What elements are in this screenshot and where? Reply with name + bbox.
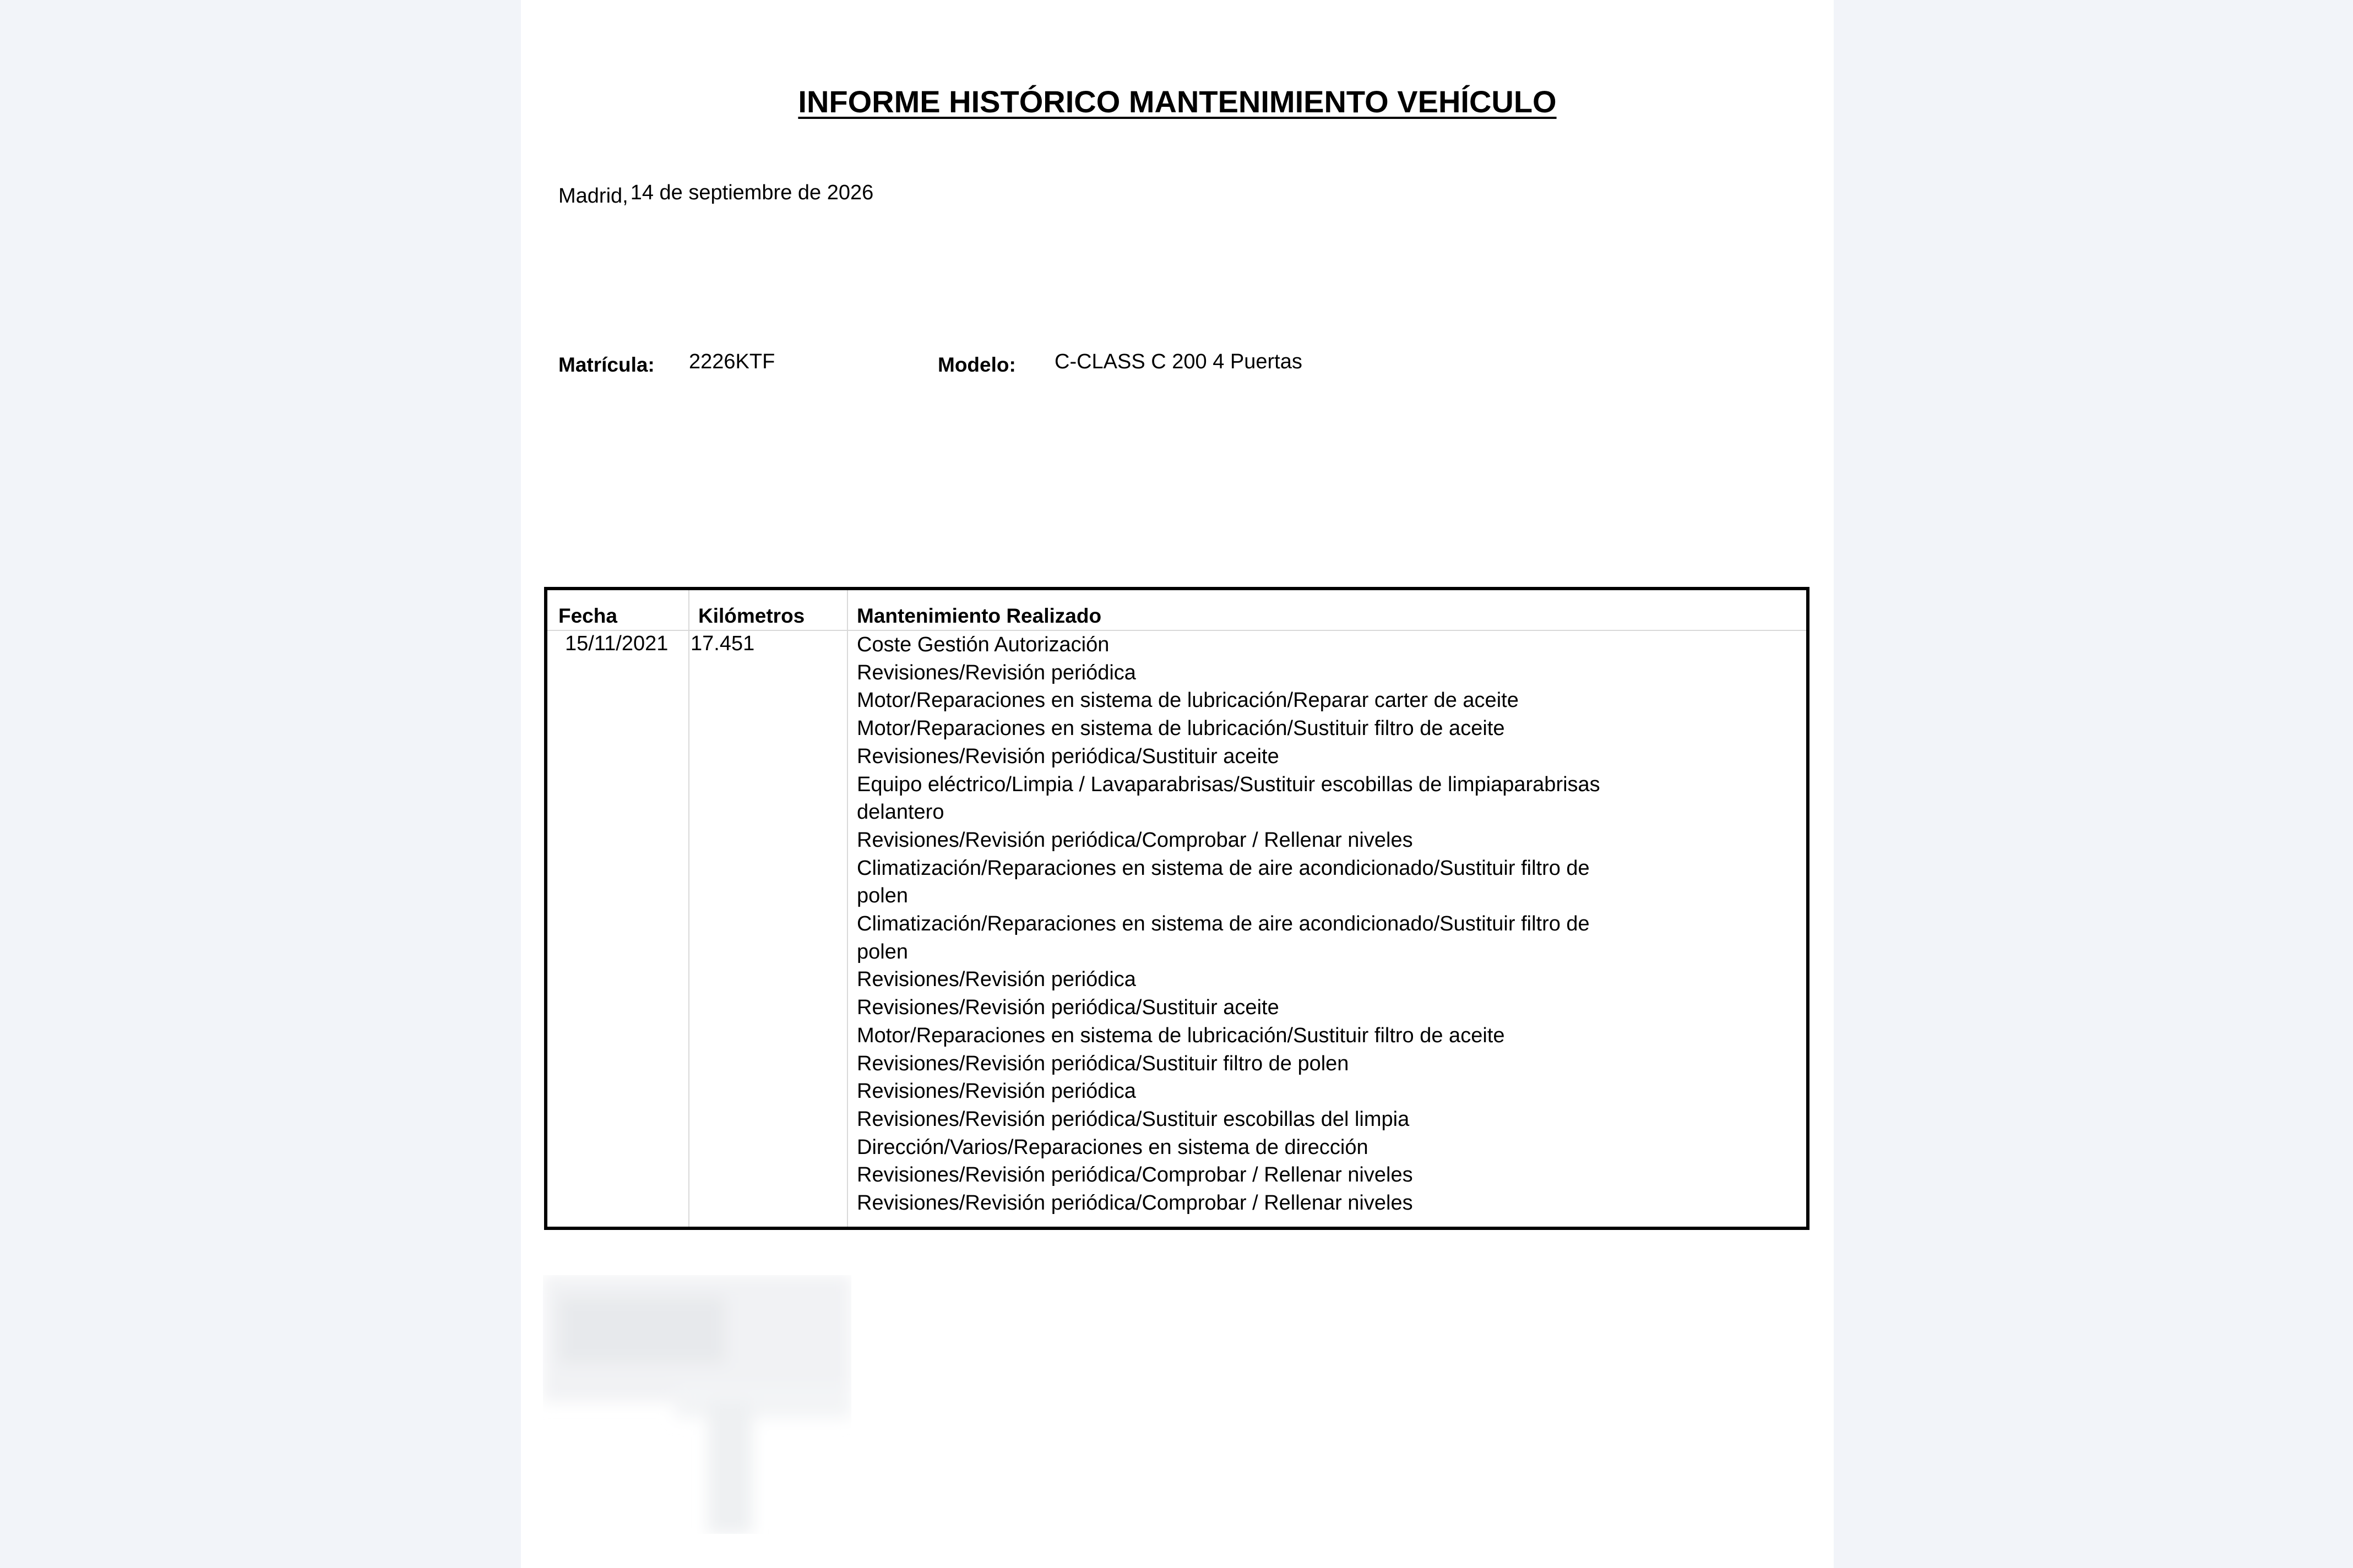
maintenance-item: Revisiones/Revisión periódica/Sustituir escobillas del limpia (857, 1107, 1410, 1131)
maintenance-item: Equipo eléctrico/Limpia / Lavaparabrisas/Sustituir escobillas de limpiaparabrisas (857, 772, 1600, 796)
maintenance-item: Dirección/Varios/Reparaciones en sistema de dirección (857, 1135, 1368, 1159)
maintenance-item: Revisiones/Revisión periódica/Comprobar / Rellenar niveles (857, 1191, 1413, 1215)
model-value: C-CLASS C 200 4 Puertas (1055, 350, 1302, 373)
maintenance-item: Revisiones/Revisión periódica/Sustituir filtro de polen (857, 1052, 1349, 1075)
faded-image (543, 1275, 851, 1534)
column-separator (688, 590, 689, 1227)
maintenance-item: Revisiones/Revisión periódica/Sustituir aceite (857, 744, 1279, 768)
model-label: Modelo: (938, 353, 1016, 376)
maintenance-item: Motor/Reparaciones en sistema de lubricación/Sustituir filtro de aceite (857, 1023, 1505, 1047)
maintenance-item: Climatización/Reparaciones en sistema de aire acondicionado/Sustituir filtro de (857, 856, 1590, 880)
maintenance-item: delantero (857, 801, 944, 824)
plate-value: 2226KTF (689, 350, 775, 373)
record-km: 17.451 (691, 632, 755, 655)
date-text: 14 de septiembre de 2026 (630, 181, 874, 204)
maintenance-item: Revisiones/Revisión periódica (857, 1080, 1136, 1103)
header-maintenance: Mantenimiento Realizado (857, 605, 1102, 627)
maintenance-item: Revisiones/Revisión periódica (857, 661, 1136, 684)
maintenance-item: polen (857, 940, 908, 963)
place-text: Madrid, (558, 184, 628, 208)
maintenance-item: Revisiones/Revisión periódica/Comprobar / Rellenar niveles (857, 1163, 1413, 1187)
record-date: 15/11/2021 (565, 632, 669, 655)
maintenance-item: Motor/Reparaciones en sistema de lubricación/Reparar carter de aceite (857, 689, 1519, 712)
header-date: Fecha (558, 605, 617, 627)
column-separator (847, 590, 848, 1227)
maintenance-item: Coste Gestión Autorización (857, 633, 1110, 656)
maintenance-item: polen (857, 884, 908, 908)
maintenance-item: Revisiones/Revisión periódica/Sustituir aceite (857, 996, 1279, 1020)
document-page (521, 0, 1834, 1568)
document-title: INFORME HISTÓRICO MANTENIMIENTO VEHÍCULO (798, 84, 1557, 119)
maintenance-item: Revisiones/Revisión periódica (857, 968, 1136, 992)
maintenance-table (544, 587, 1809, 1230)
plate-label: Matrícula: (558, 353, 655, 376)
maintenance-item: Revisiones/Revisión periódica/Comprobar / Rellenar niveles (857, 828, 1413, 852)
header-km: Kilómetros (698, 605, 805, 627)
place-date-line (558, 180, 874, 208)
maintenance-item: Climatización/Reparaciones en sistema de aire acondicionado/Sustituir filtro de (857, 912, 1590, 936)
maintenance-item: Motor/Reparaciones en sistema de lubricación/Sustituir filtro de aceite (857, 717, 1505, 741)
maintenance-items-list (857, 631, 1600, 1217)
